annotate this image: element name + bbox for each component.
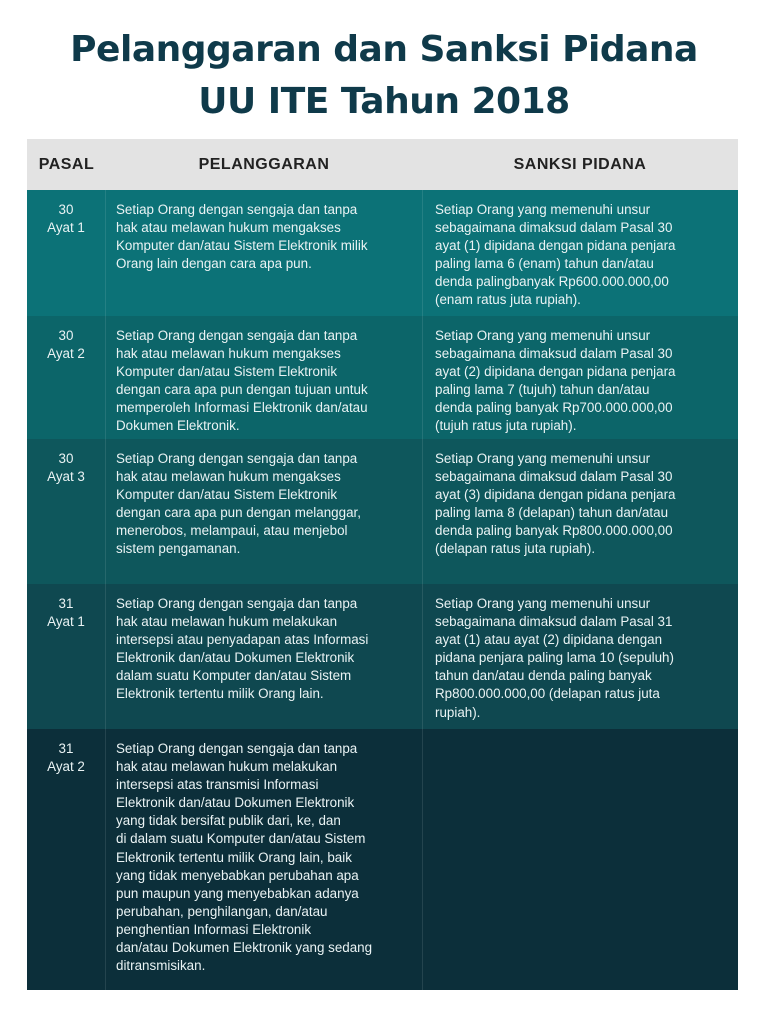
sanksi-cell: Setiap Orang yang memenuhi unsur sebagaimana dimaksud dalam Pasal 30 ayat (3) dipidana dengan pidana penjara paling lama 8 (delapan) tahun dan/atau denda paling banyak Rp800.000.000,00 (delapan ratus juta rupiah). <box>435 451 676 557</box>
sanksi-cell: Setiap Orang yang memenuhi unsur sebagaimana dimaksud dalam Pasal 31 ayat (1) atau ayat (2) dipidana dengan pidana penjara paling lama 10 (sepuluh) tahun dan/atau denda paling banyak Rp800.000.000,00 (delapan ratus juta rupiah). <box>435 596 674 720</box>
pasal-cell: 30 Ayat 3 <box>27 439 106 584</box>
pelanggaran-cell: Setiap Orang dengan sengaja dan tanpa hak atau melawan hukum mengakses Komputer dan/atau Sistem Elektronik dengan cara apa pun dengan tujuan untuk memperoleh Informasi Elektronik dan/atau Dokumen Elektronik. <box>106 316 423 439</box>
header-sanksi: SANKSI PIDANA <box>513 156 647 173</box>
header-pelanggaran: PELANGGARAN <box>198 156 330 173</box>
table-row <box>27 439 738 584</box>
pasal-cell: 30 Ayat 2 <box>27 316 106 439</box>
violations-table <box>27 139 738 990</box>
title-line-1: Pelanggaran dan Sanksi Pidana <box>70 29 698 70</box>
sanksi-cell: Setiap Orang yang memenuhi unsur sebagaimana dimaksud dalam Pasal 30 ayat (1) dipidana dengan pidana penjara paling lama 6 (enam) tahun dan/atau denda palingbanyak Rp600.000.000,00 (enam ratus juta rupiah). <box>435 202 676 308</box>
pasal-cell: 30 Ayat 1 <box>27 190 106 316</box>
header-pasal: PASAL <box>38 156 95 173</box>
sanksi-cell <box>423 729 738 990</box>
pelanggaran-cell: Setiap Orang dengan sengaja dan tanpa hak atau melawan hukum mengakses Komputer dan/atau Sistem Elektronik dengan cara apa pun dengan melanggar, menerobos, melampaui, atau menjebol sistem pengamanan. <box>106 439 423 584</box>
sanksi-cell: Setiap Orang yang memenuhi unsur sebagaimana dimaksud dalam Pasal 30 ayat (2) dipidana dengan pidana penjara paling lama 7 (tujuh) tahun dan/atau denda paling banyak Rp700.000.000,00 (tujuh ratus juta rupiah). <box>435 328 676 434</box>
table-row <box>27 584 738 729</box>
pasal-cell: 31 Ayat 2 <box>27 729 106 990</box>
table-row <box>27 316 738 439</box>
table-header <box>27 139 738 190</box>
table-row <box>27 729 738 990</box>
pelanggaran-cell: Setiap Orang dengan sengaja dan tanpa hak atau melawan hukum melakukan intersepsi atas transmisi Informasi Elektronik dan/atau Dokumen Elektronik yang tidak bersifat publik dari, ke, dan di dalam suatu Komputer dan/atau Sistem Elektronik tertentu milik Orang lain, baik yang tidak menyebabkan perubahan apa pun maupun yang menyebabkan adanya perubahan, penghilangan, dan/atau penghentian Informasi Elektronik dan/atau Dokumen Elektronik yang sedang ditransmisikan. <box>106 729 423 990</box>
page-title <box>0 24 768 128</box>
pasal-cell: 31 Ayat 1 <box>27 584 106 729</box>
table-row <box>27 190 738 316</box>
pelanggaran-cell: Setiap Orang dengan sengaja dan tanpa hak atau melawan hukum melakukan intersepsi atau penyadapan atas Informasi Elektronik dan/atau Dokumen Elektronik dalam suatu Komputer dan/atau Sistem Elektronik tertentu milik Orang lain. <box>106 584 423 729</box>
pelanggaran-cell: Setiap Orang dengan sengaja dan tanpa hak atau melawan hukum mengakses Komputer dan/atau Sistem Elektronik milik Orang lain dengan cara apa pun. <box>106 190 423 316</box>
title-line-2: UU ITE Tahun 2018 <box>198 81 570 122</box>
